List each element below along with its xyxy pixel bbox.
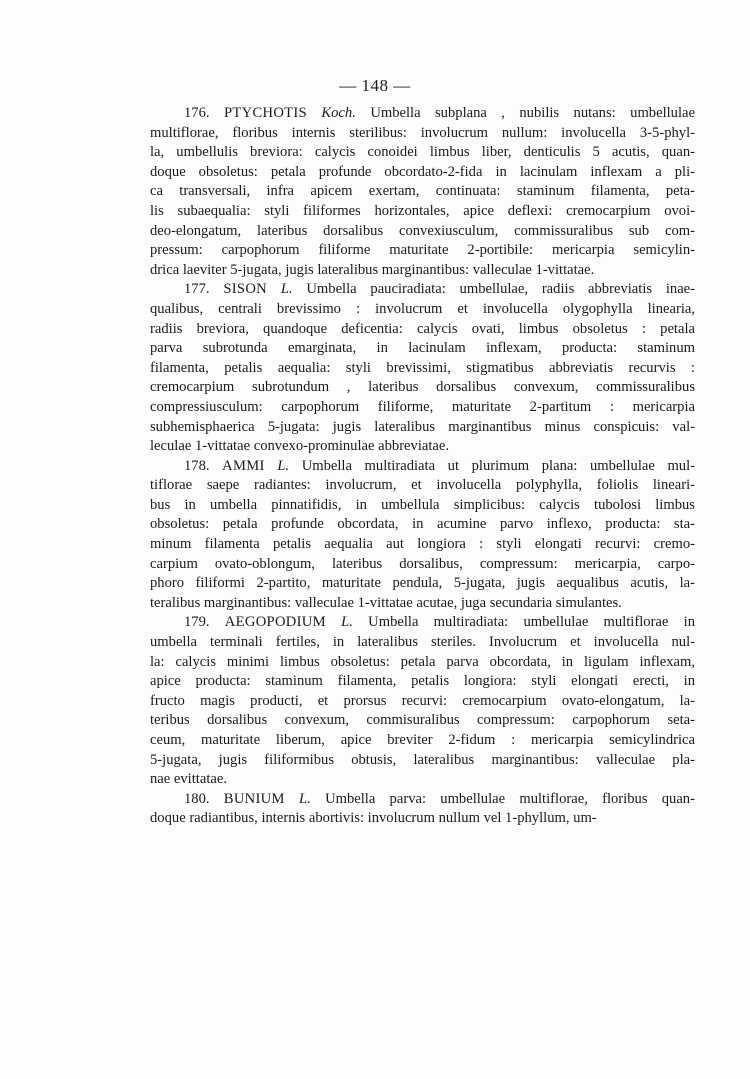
text-line: 5-jugata, jugis filiformibus obtusis, lateralibus marginantibus: valleculae pla- [150,751,695,768]
text-line: compressiusculum: carpophorum filiforme, maturitate 2-partitum : mericarpia [150,398,695,415]
genus-name: AMMI [222,457,265,474]
text-line: multiflorae, floribus internis sterilibus: involucrum nullum: involucella 3-5-phyl- [150,124,695,141]
text-line: la: calycis minimi limbus obsoletus: petala parva obcordata, in ligulam inflexam, [150,653,695,670]
genus-author: L. [341,614,353,631]
genus-number: 176. [184,105,210,121]
text-line: doque radiantibus, internis abortivis: involucrum nullum vel 1-phyllum, um- [150,810,597,827]
text-line: leculae 1-vittatae convexo-prominulae abbreviatae. [150,438,450,455]
text-line: carpium ovato-oblongum, lateribus dorsalibus, compressum: mericarpia, carpo- [150,555,695,572]
text-line: fructo magis producti, et prorsus recurvi: cremocarpium ovato-elongatum, la- [150,692,695,709]
text-line: qualibus, centrali brevissimo : involucrum et involucella olygophylla linearia, [150,300,695,317]
text-line: parva subrotunda emarginata, in lacinulam inflexam, producta: staminum [150,340,695,357]
genus-paragraph [150,457,695,614]
genus-name: PTYCHOTIS [223,105,307,121]
text-line: subhemisphaerica 5-jugata: jugis lateralibus marginantibus minus conspicuis: val- [150,418,695,435]
genus-paragraph [150,613,695,789]
page-number: — 148 — [339,76,411,95]
genus-number: 178. [184,457,210,474]
genus-author: L. [280,281,293,298]
text-line: deo-elongatum, lateribus dorsalibus convexiusculum, commissuralibus sub com- [150,222,695,239]
genus-author: L. [277,457,290,474]
text-line: obsoletus: petala profunde obcordata, in acumine parvo inflexo, producta: sta- [150,516,695,533]
genus-name: SISON [223,281,268,298]
genus-author: L. [299,790,311,807]
text-body [150,104,695,829]
text-line: ceum, maturitate liberum, apice breviter 2-fidum : mericarpia semicylindrica [150,732,695,748]
paragraph-first-line [150,457,695,477]
paragraph-first-line [150,280,695,300]
genus-name: AEGOPODIUM [224,614,326,631]
text-line: phoro filiformi 2-partito, maturitate pendula, 5-jugata, jugis aequalibus acutis, la- [150,575,695,592]
genus-description-start: Umbella multiradiata: umbellulae multiflorae in [368,614,695,631]
text-line: filamenta, petalis aequalia: styli brevissimi, stigmatibus abbreviatis recurvis : [150,359,695,376]
text-line: teribus dorsalibus convexum, commisuralibus compressum: carpophorum seta- [150,712,695,729]
text-line: drica laeviter 5-jugata, jugis lateralibus marginantibus: valleculae 1-vittatae. [150,261,595,278]
text-line: lis subaequalia: styli filiformes horizontales, apice deflexi: cremocarpium ovoi- [150,202,695,219]
text-line: la, umbellulis breviora: calycis conoidei limbus liber, denticulis 5 acutis, quan- [150,144,695,161]
text-line: minum filamenta petalis aequalia aut longiora : styli elongati recurvi: cremo- [150,536,695,553]
text-line: radiis breviora, quandoque deficentia: calycis ovati, limbus obsoletus : petala [150,320,695,337]
text-line: apice producta: staminum filamenta, petalis longiora: styli elongati erecti, in [150,673,695,690]
text-line: teralibus marginantibus: valleculae 1-vittatae acutae, juga secundaria simulantes. [150,594,622,611]
text-line: pressum: carpophorum filiforme maturitate 2-portibile: mericarpia semicylin- [150,242,695,259]
text-line: bus in umbella pinnatifidis, in umbellula simplicibus: calycis tubolosi limbus [150,496,695,513]
genus-description-start: Umbella parva: umbellulae multiflorae, floribus quan- [325,790,695,807]
genus-name: BUNIUM [223,790,285,807]
genus-number: 177. [184,281,210,298]
genus-paragraph [150,104,695,280]
genus-description-start: Umbella subplana , nubilis nutans: umbellulae [370,105,695,121]
genus-number: 180. [184,790,210,807]
text-line: doque obsoletus: petala profunde obcordato-2-fida in lacinulam inflexam a pli- [150,163,695,180]
genus-paragraph [150,280,695,456]
text-line: cremocarpium subrotundum , lateribus dorsalibus convexum, commissuralibus [150,379,695,396]
text-line: tiflorae saepe radiantes: involucrum, et involucella polyphylla, foliolis lineari- [150,477,695,494]
genus-description-start: Umbella pauciradiata: umbellulae, radiis abbreviatis inae- [306,281,695,298]
genus-description-start: Umbella multiradiata ut plurimum plana: umbellulae mul- [301,457,695,474]
text-line: nae evittatae. [150,771,227,788]
genus-number: 179. [184,614,210,631]
paragraph-first-line [150,104,695,124]
paragraph-first-line [150,790,695,810]
genus-author: Koch. [321,105,356,121]
paragraph-first-line [150,613,695,633]
text-line: ca transversali, infra apicem exertam, continuata: staminum filamenta, peta- [150,183,695,200]
text-line: umbella terminali fertiles, in lateralibus steriles. Involucrum et involucella nul- [150,634,695,651]
genus-paragraph [150,790,695,829]
